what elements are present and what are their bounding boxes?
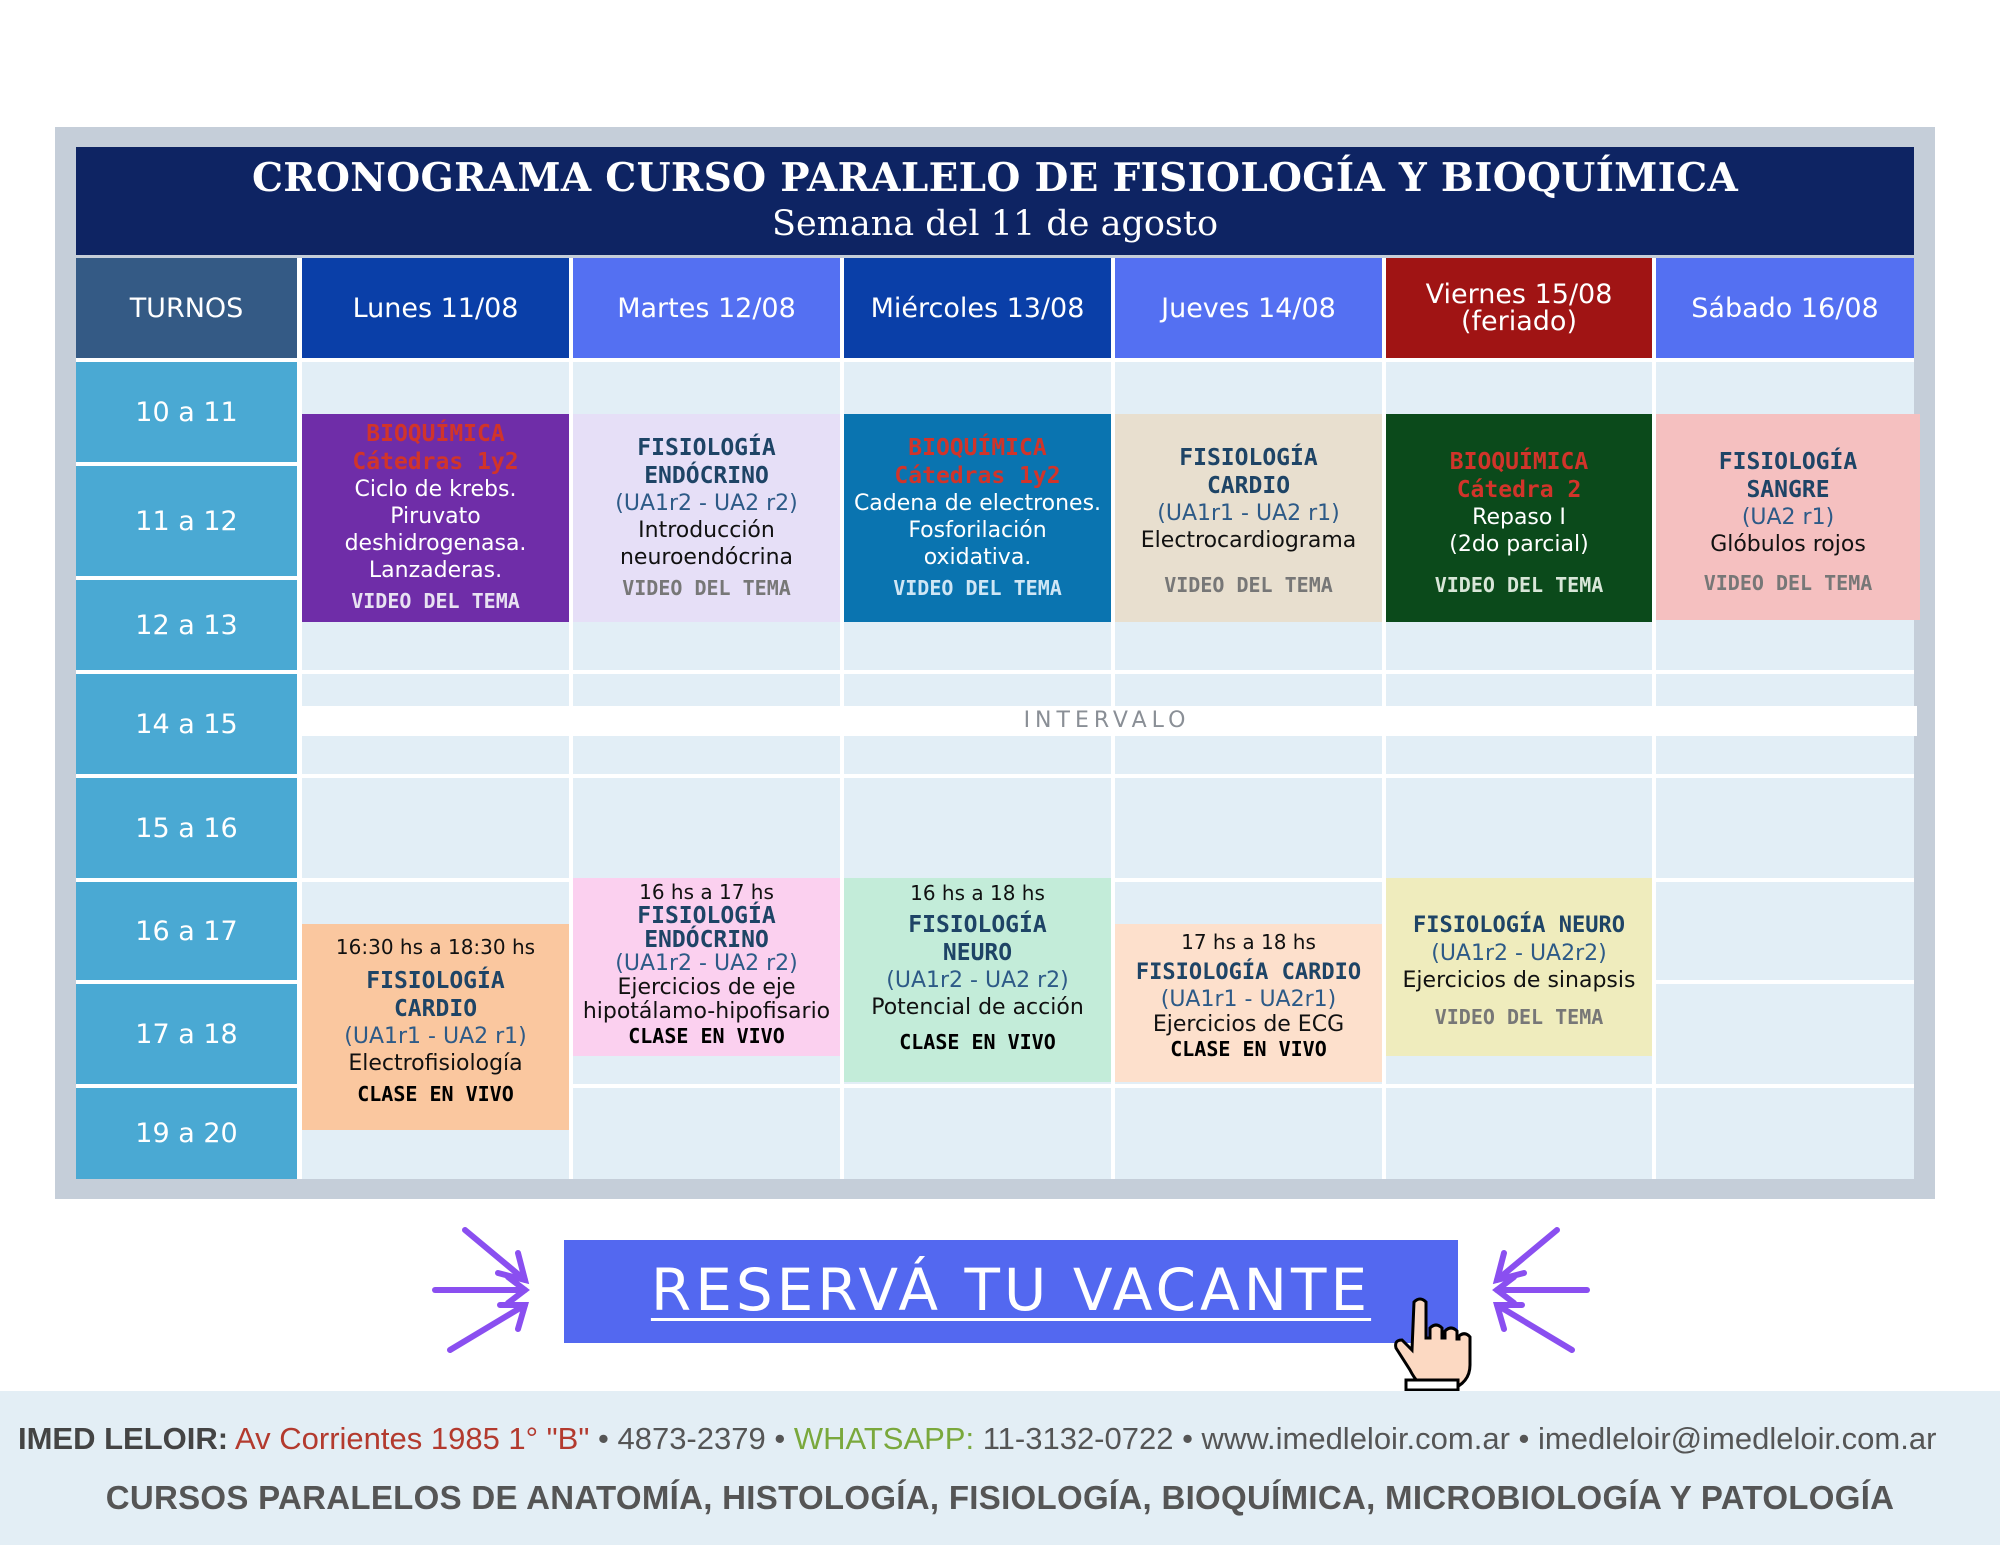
card-line: neuroendócrina [619, 545, 794, 570]
card-title: FISIOLOGÍA [1718, 449, 1858, 475]
live-class-link[interactable]: CLASE EN VIVO [628, 1024, 785, 1048]
header-turnos [76, 258, 297, 358]
card-line: Cadena de electrones. [853, 491, 1102, 516]
card-line: (2do parcial) [1449, 532, 1589, 557]
card-subtitle: ENDÓCRINO [644, 927, 769, 953]
card-wed-bioquimica[interactable] [844, 414, 1111, 622]
schedule-cell [1386, 778, 1652, 878]
schedule-cell [573, 778, 840, 878]
reserve-vacancy-label: RESERVÁ TU VACANTE [650, 1256, 1372, 1324]
schedule-cell [844, 778, 1111, 878]
card-line: Ejercicios de ECG [1152, 1012, 1345, 1037]
footer-whatsapp-label: WHATSAPP: [793, 1421, 975, 1456]
card-fri-fisiologia-neuro[interactable] [1386, 878, 1652, 1056]
card-line: Introducción [638, 518, 775, 543]
schedule-cell [573, 1088, 840, 1179]
card-line: Ejercicios de sinapsis [1402, 968, 1636, 993]
card-title: FISIOLOGÍA [1179, 445, 1318, 471]
header-saturday-label: Sábado 16/08 [1691, 292, 1879, 324]
card-title: FISIOLOGÍA [366, 968, 505, 994]
card-title: FISIOLOGÍA [908, 912, 1047, 938]
card-time: 16 hs a 18 hs [910, 881, 1045, 905]
card-line: oxidativa. [923, 545, 1032, 570]
card-subtitle: NEURO [942, 940, 1013, 966]
schedule-cell [1656, 778, 1914, 878]
footer-address: Av Corrientes 1985 1° "B" [235, 1421, 590, 1456]
video-link[interactable]: VIDEO DEL TEMA [1164, 573, 1333, 597]
card-mon-fisiologia-cardio[interactable] [302, 924, 569, 1130]
card-line: Electrofisiología [348, 1051, 523, 1076]
schedule-cell [1115, 778, 1382, 878]
schedule-cell [1656, 984, 1914, 1084]
card-time: 16 hs a 17 hs [639, 880, 774, 904]
card-title: FISIOLOGÍA [637, 435, 776, 461]
card-line: Repaso I [1472, 505, 1566, 530]
card-fri-bioquimica[interactable] [1386, 414, 1652, 622]
slot-19-20: 19 a 20 [76, 1088, 297, 1179]
header-friday-label: Viernes 15/08 [1425, 279, 1613, 310]
slot-17-18: 17 a 18 [76, 984, 297, 1084]
card-subtitle: Cátedras 1y2 [894, 463, 1061, 489]
page-title: CRONOGRAMA CURSO PARALELO DE FISIOLOGÍA Y BIOQUÍMICA [251, 155, 1739, 201]
card-subtitle: CARDIO [1206, 473, 1291, 499]
video-link[interactable]: VIDEO DEL TEMA [351, 589, 520, 613]
card-line: Electrocardiograma [1140, 528, 1357, 553]
video-link[interactable]: VIDEO DEL TEMA [1434, 1005, 1604, 1029]
card-line: Lanzaderas. [368, 558, 503, 583]
page-subtitle: Semana del 11 de agosto [771, 204, 1219, 244]
header-monday-label: Lunes 11/08 [352, 292, 519, 324]
footer-courses: CURSOS PARALELOS DE ANATOMÍA, HISTOLOGÍA, FISIOLOGÍA, BIOQUÍMICA, MICROBIOLOGÍA Y PATOLOGÍA [105, 1479, 1895, 1516]
card-code: (UA1r1 - UA2r1) [1160, 987, 1337, 1012]
schedule-cell [844, 1088, 1111, 1179]
card-thu-fisiologia-cardio[interactable] [1115, 924, 1382, 1082]
schedule-cell [1115, 1088, 1382, 1179]
card-code: (UA1r1 - UA2 r1) [344, 1024, 527, 1049]
card-subtitle: SANGRE [1746, 477, 1830, 503]
slot-14-15: 14 a 15 [76, 674, 297, 774]
card-code: (UA1r2 - UA2 r2) [615, 491, 798, 516]
card-line: Glóbulos rojos [1710, 532, 1866, 557]
video-link[interactable]: VIDEO DEL TEMA [622, 576, 791, 600]
footer-brand: IMED LELOIR: [18, 1421, 229, 1456]
header-wednesday [844, 258, 1111, 358]
card-code: (UA1r2 - UA2 r2) [615, 951, 798, 976]
card-code: (UA1r1 - UA2 r1) [1157, 501, 1340, 526]
slot-11-12: 11 a 12 [76, 466, 297, 576]
card-title: BIOQUÍMICA [366, 421, 505, 447]
pointer-hand-icon [1392, 1296, 1472, 1392]
card-title: FISIOLOGÍA CARDIO [1135, 960, 1362, 985]
header-tuesday [573, 258, 840, 358]
schedule-cell [1386, 1088, 1652, 1179]
live-class-link[interactable]: CLASE EN VIVO [1170, 1037, 1327, 1061]
header-saturday [1656, 258, 1914, 358]
header-friday [1386, 258, 1652, 358]
card-wed-fisiologia-neuro[interactable] [844, 878, 1111, 1082]
card-code: (UA1r2 - UA2r2) [1431, 941, 1607, 966]
card-title: FISIOLOGÍA NEURO [1413, 913, 1625, 938]
arrows-left-icon [430, 1225, 540, 1355]
slot-12-13: 12 a 13 [76, 580, 297, 670]
slot-16-17: 16 a 17 [76, 882, 297, 980]
card-title: BIOQUÍMICA [1449, 449, 1589, 475]
footer-whatsapp-web-email[interactable]: 11-3132-0722 • www.imedleloir.com.ar • imedleloir@imedleloir.com.ar [982, 1421, 1937, 1456]
footer [0, 1391, 2000, 1545]
live-class-link[interactable]: CLASE EN VIVO [899, 1030, 1056, 1054]
video-link[interactable]: VIDEO DEL TEMA [893, 576, 1062, 600]
card-time: 17 hs a 18 hs [1181, 930, 1316, 954]
header-monday [302, 258, 569, 358]
header-friday-note: (feriado) [1461, 306, 1577, 337]
reserve-vacancy-button[interactable] [564, 1240, 1458, 1343]
intervalo-bar: INTERVALO [297, 706, 1917, 736]
card-tue-fisiologia[interactable] [573, 414, 840, 622]
card-line: Potencial de acción [871, 995, 1084, 1020]
card-line: hipotálamo-hipofisario [582, 999, 831, 1024]
card-line: deshidrogenasa. [344, 531, 527, 556]
card-sat-fisiologia[interactable] [1656, 414, 1920, 620]
card-subtitle: Cátedra 2 [1456, 477, 1582, 503]
video-link[interactable]: VIDEO DEL TEMA [1703, 571, 1873, 595]
card-time: 16:30 hs a 18:30 hs [335, 935, 536, 959]
video-link[interactable]: VIDEO DEL TEMA [1434, 573, 1604, 597]
header-thursday-label: Jueves 14/08 [1161, 292, 1336, 324]
arrows-right-icon [1482, 1225, 1592, 1355]
slot-15-16: 15 a 16 [76, 778, 297, 878]
header-turnos-label: TURNOS [129, 292, 244, 324]
card-line: Piruvato [390, 504, 481, 529]
schedule-cell [1656, 1088, 1914, 1179]
card-title: FISIOLOGÍA [637, 903, 776, 929]
card-line: Ejercicios de eje [617, 975, 796, 1000]
slot-10-11: 10 a 11 [76, 362, 297, 462]
card-code: (UA2 r1) [1741, 505, 1835, 530]
card-line: Ciclo de krebs. [354, 477, 517, 502]
header-wednesday-label: Miércoles 13/08 [870, 292, 1085, 324]
header-tuesday-label: Martes 12/08 [617, 292, 796, 324]
card-code: (UA1r2 - UA2 r2) [886, 968, 1069, 993]
footer-contact [18, 1421, 1936, 1457]
card-subtitle: ENDÓCRINO [644, 463, 769, 489]
card-thu-fisiologia[interactable] [1115, 414, 1382, 622]
live-class-link[interactable]: CLASE EN VIVO [357, 1082, 514, 1106]
footer-phone: • 4873-2379 • [598, 1421, 786, 1456]
card-mon-bioquimica[interactable] [302, 414, 569, 622]
header-thursday [1115, 258, 1382, 358]
card-subtitle: CARDIO [393, 996, 478, 1022]
card-tue-fisiologia-endocrino[interactable] [573, 878, 840, 1056]
schedule-cell [302, 778, 569, 878]
card-title: BIOQUÍMICA [908, 435, 1047, 461]
card-subtitle: Cátedras 1y2 [352, 449, 519, 475]
schedule-cell [1656, 882, 1914, 980]
card-line: Fosforilación [908, 518, 1047, 543]
title-banner [76, 147, 1914, 255]
